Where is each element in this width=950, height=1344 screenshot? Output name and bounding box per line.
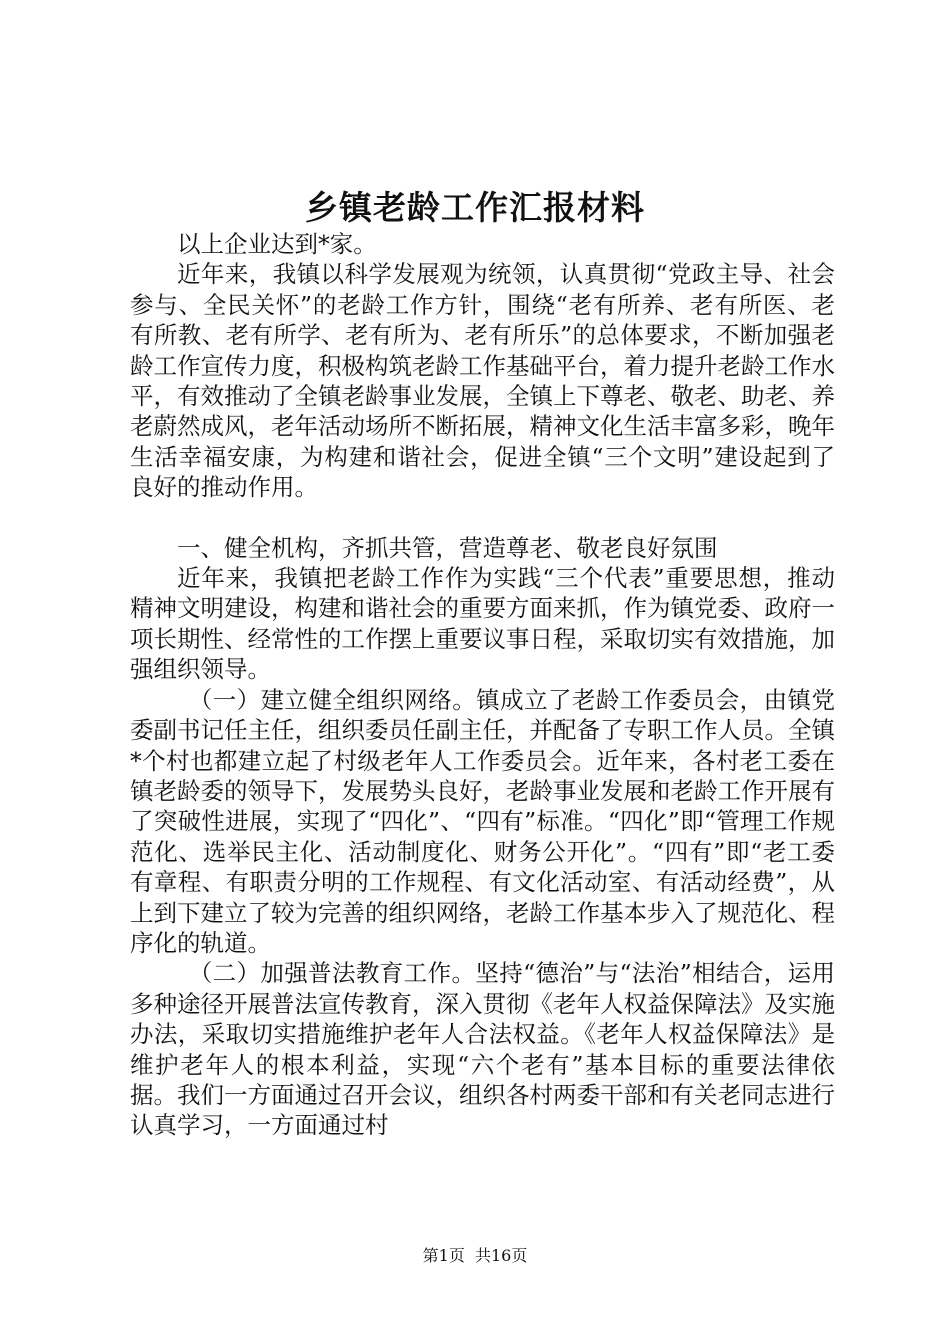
section-heading-1: 一、健全机构，齐抓共管，营造尊老、敬老良好氛围 bbox=[177, 533, 718, 562]
page-number: 第1页 共16页 bbox=[422, 1246, 528, 1265]
document-body bbox=[130, 229, 835, 1141]
paragraph-section-1: 近年来，我镇把老龄工作作为实践“三个代表”重要思想，推动精神文明建设，构建和谐社会的重要方面来抓，作为镇党委、政府一项长期性、经常性的工作摆上重要议事日程，采取切实有效措施，加强组织领导。 bbox=[130, 564, 835, 684]
document-title: 乡镇老龄工作汇报材料 bbox=[305, 188, 645, 227]
paragraph-intro: 以上企业达到*家。 bbox=[177, 230, 377, 258]
paragraph-subsection-1: （一）建立健全组织网络。镇成立了老龄工作委员会，由镇党委副书记任主任，组织委员任副主任，并配备了专职工作人员。全镇*个村也都建立起了村级老年人工作委员会。近年来，各村老工委在镇老龄委的领导下，发展势头良好，老龄事业发展和老龄工作开展有了突破性进展，实现了“四化”、“四有”标准。“四化”即“管理工作规范化、选举民主化、活动制度化、财务公开化”。“四有”即“老工委有章程、有职责分明的工作规程、有文化活动室、有活动经费”，从上到下建立了较为完善的组织网络，老龄工作基本步入了规范化、程序化的轨道。 bbox=[130, 685, 835, 957]
paragraph-overview: 近年来，我镇以科学发展观为统领，认真贯彻“党政主导、社会参与、全民关怀”的老龄工作方针，围绕“老有所养、老有所医、老有所教、老有所学、老有所为、老有所乐”的总体要求，不断加强老龄工作宣传力度，积极构筑老龄工作基础平台，着力提升老龄工作水平，有效推动了全镇老龄事业发展，全镇上下尊老、敬老、助老、养老蔚然成风，老年活动场所不断拓展，精神文化生活丰富多彩，晚年生活幸福安康，为构建和谐社会，促进全镇“三个文明”建设起到了良好的推动作用。 bbox=[130, 260, 835, 502]
page-footer bbox=[0, 1246, 950, 1266]
paragraph-subsection-2: （二）加强普法教育工作。坚持“德治”与“法治”相结合，运用多种途径开展普法宣传教育，深入贯彻《老年人权益保障法》及实施办法，采取切实措施维护老年人合法权益。《老年人权益保障法》是维护老年人的根本利益，实现“六个老有”基本目标的重要法律依据。我们一方面通过召开会议，组织各村两委干部和有关老同志进行认真学习，一方面通过村 bbox=[130, 959, 835, 1140]
